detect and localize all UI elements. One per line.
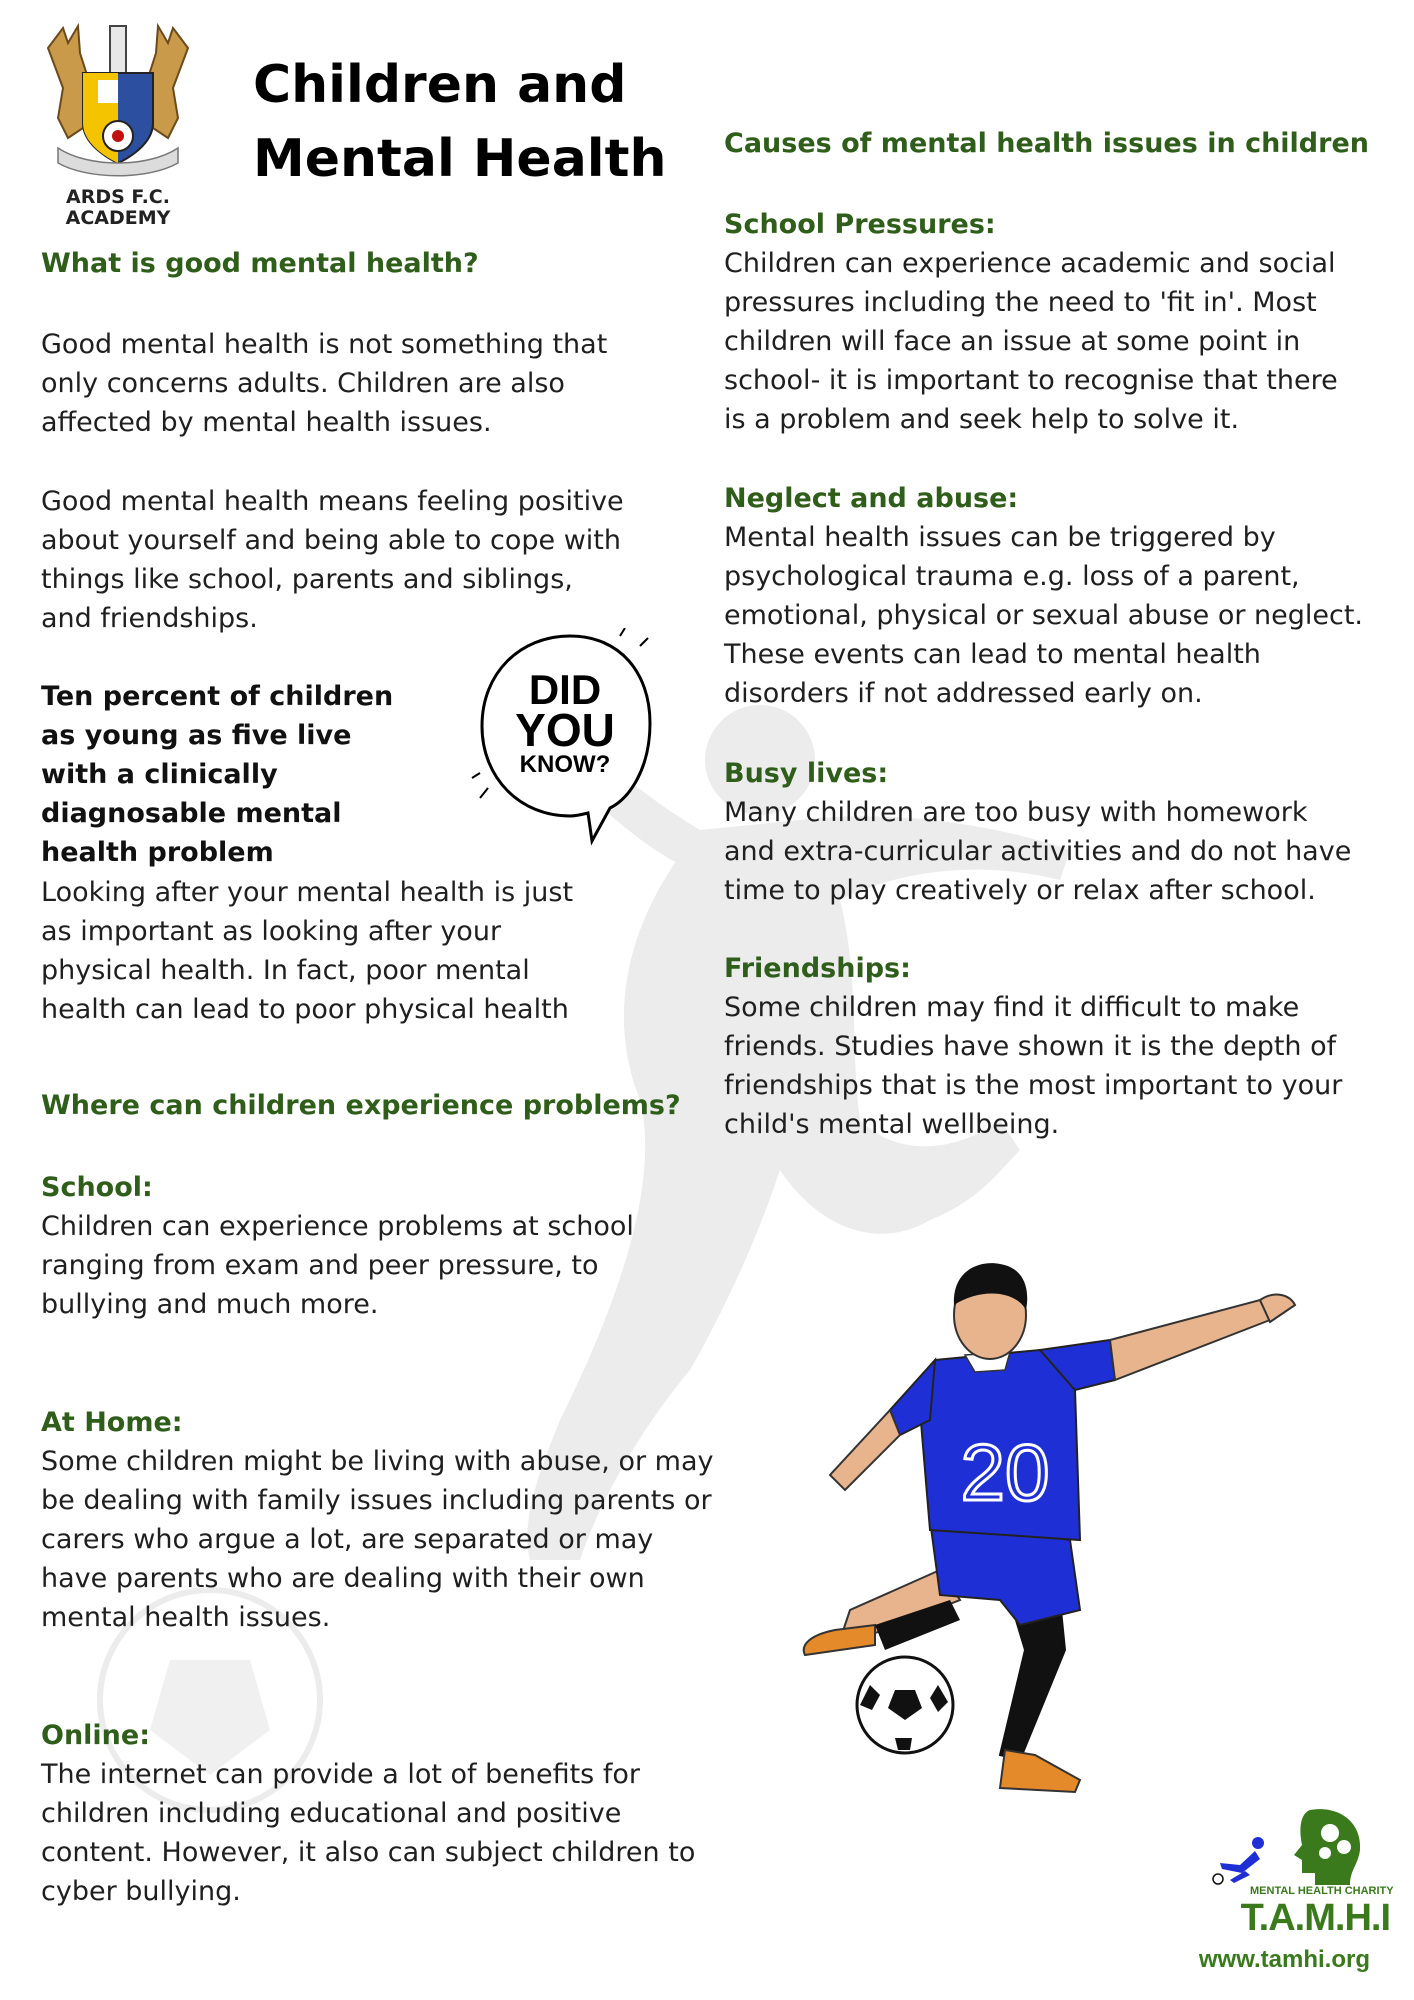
label-friendships: Friendships: [724,953,911,984]
text-school-pressures: Children can experience academic and social pressures including the need to 'fit in'. Most children will face an issue at some point in school- it is important to recognise that there is a problem and seek help to solve it. [724,248,1338,435]
section-online [41,1716,721,1911]
tamhi-head-icon [1280,1805,1365,1885]
title-line-2: Mental Health [253,129,667,189]
paragraph-good-2: Good mental health means feeling positive about yourself and being able to cope with things like school, parents and siblings, and friendships. [41,486,624,634]
football-icon [850,1650,960,1760]
section-home [41,1403,731,1637]
paragraph-good-1: Good mental health is not something that only concerns adults. Children are also affected by mental health issues. [41,329,608,438]
label-school-pressures: School Pressures: [724,209,996,240]
page-title [253,48,667,196]
text-online: The internet can provide a lot of benefits for children including educational and positive content. However, it also can subject children to cyber bullying. [41,1759,696,1907]
text-busy-lives: Many children are too busy with homework and extra-curricular activities and do not have time to play creatively or relax after school. [724,797,1352,906]
label-online: Online: [41,1720,151,1751]
text-home: Some children might be living with abuse, or may be dealing with family issues including parents or carers who argue a lot, are separated or may have parents who are dealing with their own mental health issues. [41,1446,714,1633]
logo-text-ards: ARDS F.C. [66,186,170,208]
tamhi-name: T.A.M.H.I [1240,1897,1390,1939]
section-friendships [724,949,1364,1144]
shirt-number: 20 [960,1428,1050,1517]
text-neglect: Mental health issues can be triggered by psychological trauma e.g. loss of a parent, emotional, physical or sexual abuse or neglect. These events can lead to mental health disorders if not addressed early on. [724,522,1364,709]
tamhi-kicker-icon [1210,1835,1285,1885]
bubble-you: YOU [515,704,615,756]
bubble-did: DID [528,666,602,713]
title-line-1: Children and [253,55,627,115]
bubble-know: KNOW? [519,751,611,778]
heading-causes: Causes of mental health issues in children [724,128,1369,159]
ards-fc-logo [28,18,208,229]
tamhi-tagline: MENTAL HEALTH CHARITY [1250,1885,1394,1897]
label-busy-lives: Busy lives: [724,758,889,789]
label-school: School: [41,1172,153,1203]
section-school [41,1168,701,1324]
section-neglect [724,479,1364,713]
crest-icon [28,18,208,183]
section-busy-lives [724,754,1364,910]
text-friendships: Some children may find it difficult to make friends. Studies have shown it is the depth of friendships that is the most important to your child's mental wellbeing. [724,992,1343,1140]
tamhi-url[interactable]: www.tamhi.org [1198,1946,1370,1973]
label-neglect: Neglect and abuse: [724,483,1019,514]
heading-good-mental-health: What is good mental health? [41,248,479,279]
footballer-illustration [790,1240,1350,1800]
logo-text-academy: ACADEMY [65,207,171,229]
heading-where-problems: Where can children experience problems? [41,1090,681,1121]
paragraph-physical-health: Looking after your mental health is just as important as looking after your physical health. In fact, poor mental health can lead to poor physical health [41,877,574,1025]
text-school: Children can experience problems at school ranging from exam and peer pressure, to bullying and much more. [41,1211,634,1320]
did-you-know-bubble [470,628,670,848]
stat-callout: Ten percent of children as young as five live with a clinically diagnosable mental health problem [41,681,394,868]
label-home: At Home: [41,1407,183,1438]
section-school-pressures [724,205,1364,439]
